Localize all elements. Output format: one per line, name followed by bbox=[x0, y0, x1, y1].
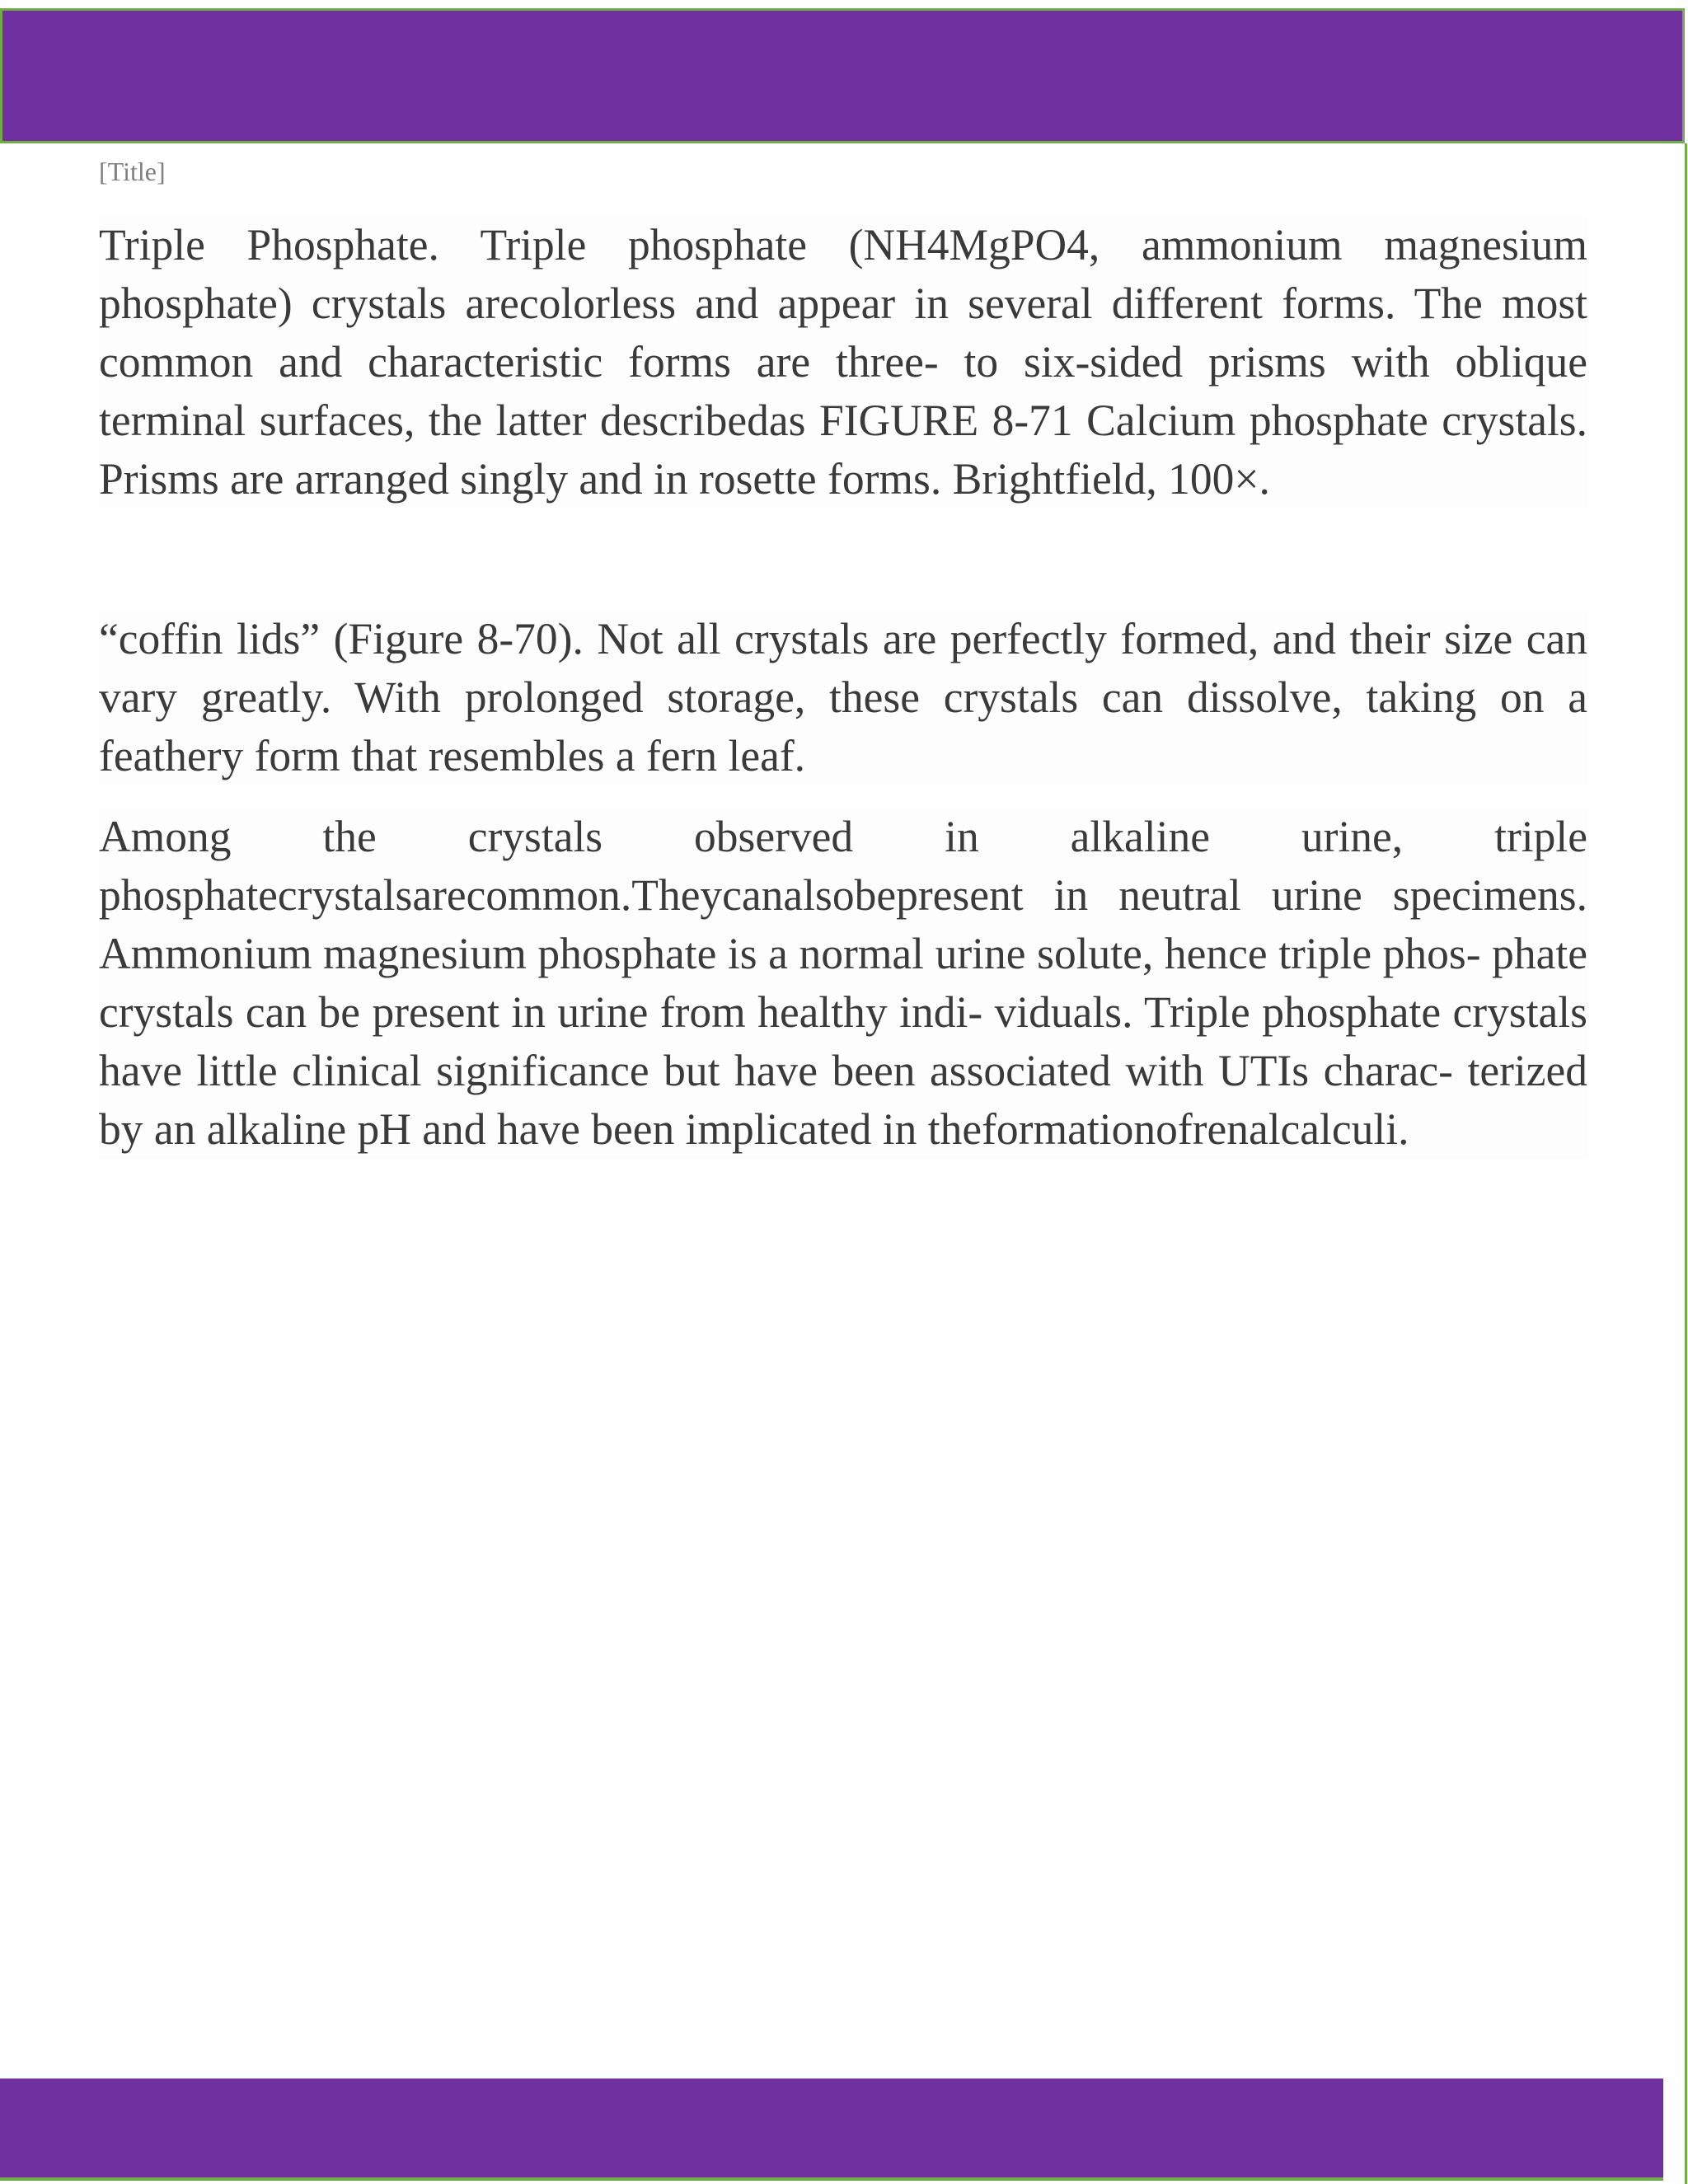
header-band bbox=[0, 8, 1685, 143]
body-paragraph-3: Among the crystals observed in alkaline urine, triple phosphatecrystalsarecommon.Theycanalsobepresent in neutral urine specimens. Ammonium magnesium phosphate is a normal urine solute, hence triple phos- phate crystals can be present in urine from healthy indi- viduals. Triple phosphate crystals have little clinical significance but have been associated with UTIs charac- terized by an alkaline pH and have been implicated in theformationofrenalcalculi. bbox=[99, 808, 1587, 1159]
body-paragraph-1: Triple Phosphate. Triple phosphate (NH4MgPO4, ammonium magnesium phosphate) crystals arecolorless and appear in several different forms. The most common and characteristic forms are three- to six-sided prisms with oblique terminal surfaces, the latter describedas FIGURE 8-71 Calcium phosphate crystals. Prisms are arranged singly and in rosette forms. Brightfield, 100×. bbox=[99, 216, 1587, 509]
footer-band bbox=[0, 2079, 1663, 2181]
title-placeholder[interactable]: [Title] bbox=[99, 157, 166, 186]
page-border-right bbox=[1685, 143, 1687, 2184]
body-paragraph-2: “coffin lids” (Figure 8-70). Not all crystals are perfectly formed, and their size can vary greatly. With prolonged storage, these crystals can dissolve, taking on a feathery form that resembles a fern leaf. bbox=[99, 610, 1587, 785]
